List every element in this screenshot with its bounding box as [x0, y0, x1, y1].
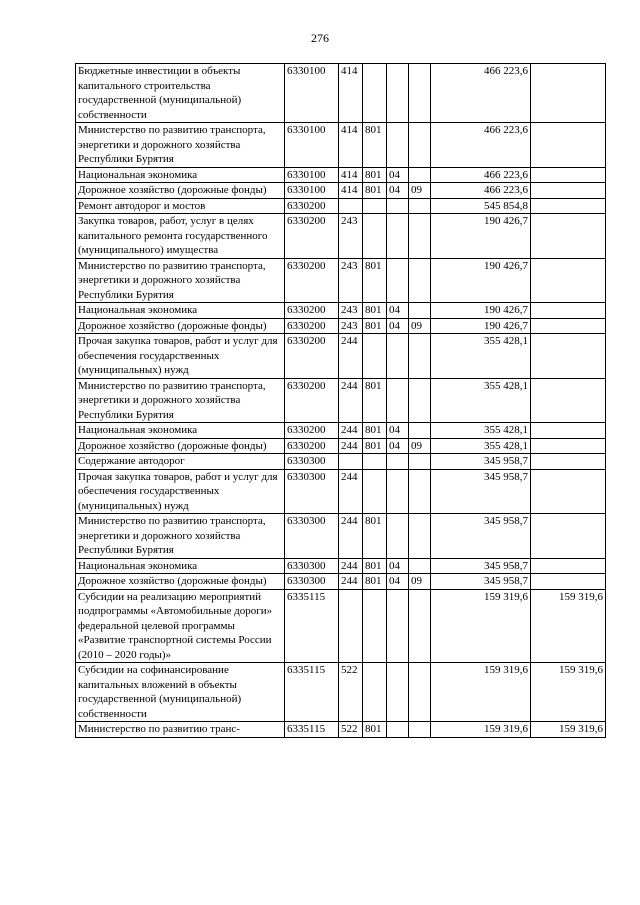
row-name: Дорожное хозяйство (дорожные фонды) — [76, 438, 285, 454]
row-vr: 522 — [339, 722, 363, 738]
row-extra — [531, 258, 606, 303]
table-row — [76, 663, 606, 722]
row-extra — [531, 334, 606, 379]
row-name: Прочая закупка товаров, работ и услуг для обеспечения государственных (муниципальных) нужд — [76, 469, 285, 514]
table-row — [76, 574, 606, 590]
row-name: Бюджетные инвестиции в объекты капитального строительства государственной (муниципальной) собственности — [76, 64, 285, 123]
row-name: Национальная экономика — [76, 558, 285, 574]
row-pr — [409, 663, 431, 722]
row-ved: 801 — [363, 514, 387, 559]
row-amount: 355 428,1 — [431, 423, 531, 439]
row-vr: 244 — [339, 574, 363, 590]
row-name: Национальная экономика — [76, 167, 285, 183]
row-rz — [387, 454, 409, 470]
row-amount: 466 223,6 — [431, 123, 531, 168]
row-name: Закупка товаров, работ, услуг в целях капитального ремонта государственного (муниципального) имущества — [76, 214, 285, 259]
table-row — [76, 589, 606, 663]
row-vr: 522 — [339, 663, 363, 722]
row-pr: 09 — [409, 183, 431, 199]
row-rz — [387, 214, 409, 259]
row-name: Министерство по развитию транс- — [76, 722, 285, 738]
row-name: Министерство по развитию транспорта, энергетики и дорожного хозяйства Республики Бурятия — [76, 378, 285, 423]
row-code: 6335115 — [285, 589, 339, 663]
row-vr: 414 — [339, 183, 363, 199]
row-amount: 159 319,6 — [431, 663, 531, 722]
table-body — [76, 64, 606, 738]
row-rz: 04 — [387, 574, 409, 590]
row-pr — [409, 378, 431, 423]
row-vr: 244 — [339, 334, 363, 379]
row-code: 6330200 — [285, 438, 339, 454]
table-row — [76, 469, 606, 514]
row-pr — [409, 423, 431, 439]
row-name: Субсидии на реализацию мероприятий подпрограммы «Автомобильные дороги» федеральной целевой программы «Развитие транспортной системы России (2010 – 2020 годы)» — [76, 589, 285, 663]
row-ved: 801 — [363, 318, 387, 334]
row-vr: 414 — [339, 64, 363, 123]
row-amount: 466 223,6 — [431, 64, 531, 123]
row-amount: 355 428,1 — [431, 438, 531, 454]
row-vr: 244 — [339, 514, 363, 559]
table-row — [76, 438, 606, 454]
row-rz — [387, 469, 409, 514]
row-extra — [531, 183, 606, 199]
row-rz — [387, 378, 409, 423]
row-code: 6330200 — [285, 423, 339, 439]
row-name: Содержание автодорог — [76, 454, 285, 470]
row-vr: 243 — [339, 214, 363, 259]
row-code: 6330200 — [285, 214, 339, 259]
row-pr — [409, 303, 431, 319]
row-amount: 190 426,7 — [431, 303, 531, 319]
row-extra: 159 319,6 — [531, 589, 606, 663]
row-vr: 414 — [339, 167, 363, 183]
row-pr — [409, 454, 431, 470]
table-row — [76, 722, 606, 738]
row-rz: 04 — [387, 167, 409, 183]
row-extra — [531, 64, 606, 123]
row-ved: 801 — [363, 258, 387, 303]
row-ved — [363, 663, 387, 722]
table-row — [76, 64, 606, 123]
row-extra — [531, 167, 606, 183]
row-rz — [387, 198, 409, 214]
table-row — [76, 258, 606, 303]
row-extra — [531, 198, 606, 214]
row-pr: 09 — [409, 318, 431, 334]
table-row — [76, 198, 606, 214]
row-pr — [409, 469, 431, 514]
row-rz: 04 — [387, 183, 409, 199]
table-row — [76, 558, 606, 574]
row-extra: 159 319,6 — [531, 722, 606, 738]
row-pr — [409, 589, 431, 663]
row-pr — [409, 334, 431, 379]
row-rz — [387, 722, 409, 738]
row-ved — [363, 454, 387, 470]
row-extra — [531, 558, 606, 574]
table-row — [76, 214, 606, 259]
row-pr — [409, 167, 431, 183]
row-ved: 801 — [363, 722, 387, 738]
row-vr: 244 — [339, 469, 363, 514]
row-amount: 345 958,7 — [431, 469, 531, 514]
row-code: 6330200 — [285, 334, 339, 379]
row-amount: 190 426,7 — [431, 214, 531, 259]
row-pr — [409, 214, 431, 259]
table-row — [76, 167, 606, 183]
row-ved — [363, 214, 387, 259]
row-extra — [531, 438, 606, 454]
row-rz — [387, 663, 409, 722]
row-amount: 345 958,7 — [431, 514, 531, 559]
row-amount: 345 958,7 — [431, 558, 531, 574]
row-extra — [531, 454, 606, 470]
row-vr — [339, 198, 363, 214]
row-name: Национальная экономика — [76, 303, 285, 319]
row-pr — [409, 558, 431, 574]
row-vr — [339, 454, 363, 470]
row-pr: 09 — [409, 438, 431, 454]
row-rz — [387, 514, 409, 559]
row-rz — [387, 123, 409, 168]
row-code: 6330200 — [285, 318, 339, 334]
row-pr — [409, 123, 431, 168]
row-amount: 355 428,1 — [431, 378, 531, 423]
row-amount: 190 426,7 — [431, 258, 531, 303]
row-amount: 190 426,7 — [431, 318, 531, 334]
row-ved: 801 — [363, 123, 387, 168]
budget-table — [75, 63, 606, 738]
row-rz: 04 — [387, 303, 409, 319]
row-code: 6330200 — [285, 198, 339, 214]
row-ved: 801 — [363, 558, 387, 574]
row-rz — [387, 334, 409, 379]
row-amount: 466 223,6 — [431, 183, 531, 199]
row-code: 6330100 — [285, 64, 339, 123]
row-ved — [363, 589, 387, 663]
row-rz: 04 — [387, 423, 409, 439]
row-pr — [409, 258, 431, 303]
row-pr — [409, 198, 431, 214]
row-ved — [363, 198, 387, 214]
row-name: Министерство по развитию транспорта, энергетики и дорожного хозяйства Республики Бурятия — [76, 258, 285, 303]
row-ved — [363, 469, 387, 514]
row-pr: 09 — [409, 574, 431, 590]
row-code: 6330300 — [285, 574, 339, 590]
row-rz: 04 — [387, 438, 409, 454]
row-code: 6330200 — [285, 378, 339, 423]
row-extra — [531, 574, 606, 590]
row-rz — [387, 64, 409, 123]
row-code: 6330300 — [285, 558, 339, 574]
row-vr — [339, 589, 363, 663]
row-vr: 243 — [339, 303, 363, 319]
row-ved — [363, 334, 387, 379]
row-name: Национальная экономика — [76, 423, 285, 439]
row-extra — [531, 514, 606, 559]
row-name: Ремонт автодорог и мостов — [76, 198, 285, 214]
table-row — [76, 303, 606, 319]
row-name: Министерство по развитию транспорта, энергетики и дорожного хозяйства Республики Бурятия — [76, 123, 285, 168]
row-extra — [531, 303, 606, 319]
row-ved — [363, 64, 387, 123]
row-name: Дорожное хозяйство (дорожные фонды) — [76, 318, 285, 334]
row-name: Дорожное хозяйство (дорожные фонды) — [76, 574, 285, 590]
row-amount: 355 428,1 — [431, 334, 531, 379]
row-amount: 159 319,6 — [431, 589, 531, 663]
row-vr: 244 — [339, 558, 363, 574]
row-code: 6330100 — [285, 167, 339, 183]
table-row — [76, 183, 606, 199]
row-code: 6335115 — [285, 663, 339, 722]
row-pr — [409, 514, 431, 559]
row-code: 6335115 — [285, 722, 339, 738]
row-extra: 159 319,6 — [531, 663, 606, 722]
row-ved: 801 — [363, 423, 387, 439]
row-pr — [409, 64, 431, 123]
row-name: Министерство по развитию транспорта, энергетики и дорожного хозяйства Республики Бурятия — [76, 514, 285, 559]
row-rz: 04 — [387, 318, 409, 334]
row-extra — [531, 123, 606, 168]
row-extra — [531, 318, 606, 334]
row-vr: 244 — [339, 378, 363, 423]
row-ved: 801 — [363, 303, 387, 319]
row-name: Субсидии на софинансирование капитальных вложений в объекты государственной (муниципальной) собственности — [76, 663, 285, 722]
table-row — [76, 378, 606, 423]
row-amount: 345 958,7 — [431, 454, 531, 470]
row-rz — [387, 589, 409, 663]
row-extra — [531, 469, 606, 514]
table-row — [76, 423, 606, 439]
table-row — [76, 334, 606, 379]
row-pr — [409, 722, 431, 738]
row-extra — [531, 214, 606, 259]
row-vr: 414 — [339, 123, 363, 168]
table-row — [76, 123, 606, 168]
row-name: Прочая закупка товаров, работ и услуг для обеспечения государственных (муниципальных) нужд — [76, 334, 285, 379]
row-vr: 243 — [339, 318, 363, 334]
row-extra — [531, 378, 606, 423]
table-row — [76, 514, 606, 559]
row-rz — [387, 258, 409, 303]
row-ved: 801 — [363, 183, 387, 199]
table-row — [76, 318, 606, 334]
row-amount: 545 854,8 — [431, 198, 531, 214]
row-rz: 04 — [387, 558, 409, 574]
row-ved: 801 — [363, 574, 387, 590]
table-row — [76, 454, 606, 470]
row-vr: 243 — [339, 258, 363, 303]
row-ved: 801 — [363, 167, 387, 183]
row-ved: 801 — [363, 378, 387, 423]
row-code: 6330200 — [285, 303, 339, 319]
page-number: 276 — [311, 31, 329, 45]
row-code: 6330100 — [285, 123, 339, 168]
row-code: 6330100 — [285, 183, 339, 199]
row-amount: 466 223,6 — [431, 167, 531, 183]
row-vr: 244 — [339, 438, 363, 454]
row-amount: 159 319,6 — [431, 722, 531, 738]
row-code: 6330200 — [285, 258, 339, 303]
row-vr: 244 — [339, 423, 363, 439]
row-ved: 801 — [363, 438, 387, 454]
row-amount: 345 958,7 — [431, 574, 531, 590]
row-code: 6330300 — [285, 514, 339, 559]
row-extra — [531, 423, 606, 439]
row-code: 6330300 — [285, 454, 339, 470]
row-name: Дорожное хозяйство (дорожные фонды) — [76, 183, 285, 199]
row-code: 6330300 — [285, 469, 339, 514]
